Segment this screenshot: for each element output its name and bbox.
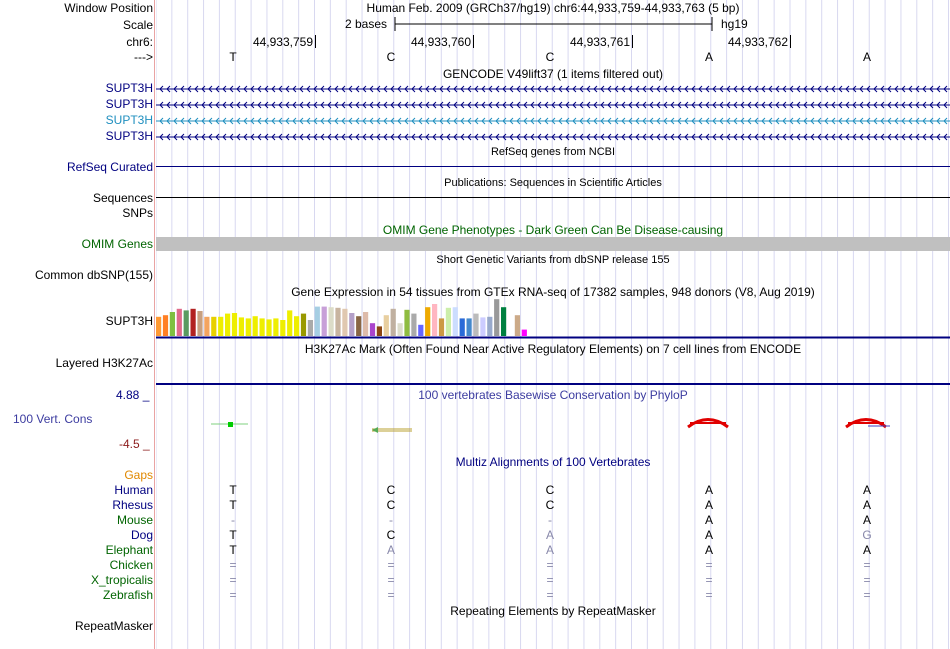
multiz-species-label[interactable]: Mouse <box>116 513 153 527</box>
repeatmasker-track-title[interactable]: Repeating Elements by RepeatMasker <box>450 604 656 618</box>
gencode-transcript[interactable] <box>156 132 950 142</box>
publications-track-line <box>156 197 950 198</box>
multiz-track-title[interactable]: Multiz Alignments of 100 Vertebrates <box>455 455 651 469</box>
gtex-tissue-bar[interactable] <box>342 309 347 336</box>
gtex-tissue-bar[interactable] <box>522 330 527 336</box>
gtex-tissue-bar[interactable] <box>156 317 161 336</box>
gtex-tissue-bar[interactable] <box>273 318 278 336</box>
ruler-tick <box>632 35 633 48</box>
gtex-tissue-bar[interactable] <box>170 312 175 336</box>
gtex-tissue-bar[interactable] <box>266 319 271 336</box>
multiz-base: = <box>229 588 237 602</box>
multiz-base: G <box>862 528 872 542</box>
scale-value: 2 bases <box>345 17 388 31</box>
gtex-tissue-bar[interactable] <box>301 314 306 336</box>
ruler-tick <box>473 35 474 48</box>
multiz-base: C <box>545 483 555 497</box>
omim-track-title[interactable]: OMIM Gene Phenotypes - Dark Green Can Be Disease-causing <box>382 223 724 237</box>
multiz-species-label[interactable]: X_tropicalis <box>90 573 153 587</box>
h3k27ac-track-line <box>156 383 950 385</box>
window-position-value[interactable]: Human Feb. 2009 (GRCh37/hg19) chr6:44,933,759-44,933,763 (5 bp) <box>366 1 740 15</box>
scale-label: Scale <box>122 18 153 32</box>
reference-base: A <box>704 50 713 64</box>
gtex-tissue-bar[interactable] <box>294 316 299 336</box>
gtex-tissue-bar[interactable] <box>494 299 499 336</box>
label-column-divider <box>154 0 155 649</box>
gtex-tissue-bar[interactable] <box>453 307 458 336</box>
gtex-tissue-bar[interactable] <box>184 310 189 336</box>
gtex-tissue-bar[interactable] <box>460 318 465 336</box>
scale-bar <box>394 16 714 32</box>
ruler-position: 44,933,759 <box>252 35 313 49</box>
gtex-tissue-bar[interactable] <box>335 308 340 336</box>
publications-track-label[interactable]: Sequences <box>92 191 153 205</box>
window-position-label: Window Position <box>64 1 153 15</box>
multiz-species-label[interactable]: Zebrafish <box>102 588 153 602</box>
gencode-item-label[interactable]: SUPT3H <box>105 81 153 95</box>
gtex-tissue-bar[interactable] <box>246 318 251 336</box>
multiz-base: C <box>386 498 396 512</box>
gtex-tissue-bar[interactable] <box>225 314 230 336</box>
gaps-label: Gaps <box>124 468 153 482</box>
gtex-tissue-bar[interactable] <box>163 315 168 336</box>
multiz-base: - <box>548 513 552 527</box>
multiz-species-label[interactable]: Human <box>114 483 153 497</box>
gtex-tissue-bar[interactable] <box>398 323 403 336</box>
multiz-base: = <box>863 573 871 587</box>
refseq-track-label[interactable]: RefSeq Curated <box>66 160 153 174</box>
strand-label: ---> <box>134 50 153 64</box>
multiz-base: A <box>545 543 554 557</box>
ruler-position: 44,933,762 <box>727 35 788 49</box>
omim-track-bar[interactable] <box>156 237 950 251</box>
multiz-base: = <box>229 573 237 587</box>
gtex-tissue-bar[interactable] <box>480 317 485 336</box>
gencode-item-label[interactable]: SUPT3H <box>105 97 153 111</box>
gtex-tissue-bar[interactable] <box>204 317 209 336</box>
gtex-tissue-bar[interactable] <box>287 310 292 336</box>
gtex-tissue-bar[interactable] <box>349 313 354 336</box>
multiz-base: A <box>704 483 713 497</box>
multiz-base: C <box>386 483 396 497</box>
gtex-tissue-bar[interactable] <box>432 304 437 336</box>
ruler-position: 44,933,760 <box>410 35 471 49</box>
reference-base: T <box>229 50 237 64</box>
gtex-expression-chart[interactable] <box>156 299 950 339</box>
multiz-base: A <box>704 543 713 557</box>
gtex-tissue-bar[interactable] <box>446 308 451 336</box>
multiz-base: T <box>229 498 237 512</box>
multiz-base: C <box>386 528 396 542</box>
gtex-tissue-bar[interactable] <box>363 312 368 336</box>
dbsnp-track-label[interactable]: Common dbSNP(155) <box>34 268 153 282</box>
multiz-base: = <box>546 588 554 602</box>
snps-label[interactable]: SNPs <box>122 206 153 220</box>
reference-base: C <box>545 50 555 64</box>
multiz-base: T <box>229 543 237 557</box>
multiz-base: = <box>705 573 713 587</box>
multiz-base: C <box>545 498 555 512</box>
multiz-base: = <box>387 558 395 572</box>
gencode-track-title[interactable]: GENCODE V49lift37 (1 items filtered out) <box>442 67 664 81</box>
ruler-tick <box>315 35 316 48</box>
gtex-tissue-bar[interactable] <box>418 325 423 336</box>
multiz-base: T <box>229 528 237 542</box>
multiz-base: = <box>229 558 237 572</box>
multiz-base: A <box>862 543 871 557</box>
phylop-track-title[interactable]: 100 vertebrates Basewise Conservation by PhyloP <box>418 388 688 402</box>
multiz-base: A <box>704 528 713 542</box>
multiz-species-label[interactable]: Rhesus <box>112 498 153 512</box>
gtex-tissue-bar[interactable] <box>377 326 382 336</box>
multiz-base: A <box>862 498 871 512</box>
gtex-tissue-bar[interactable] <box>384 315 389 336</box>
gtex-tissue-bar[interactable] <box>467 318 472 336</box>
gtex-tissue-bar[interactable] <box>515 315 520 336</box>
gtex-tissue-bar[interactable] <box>197 311 202 336</box>
gtex-tissue-bar[interactable] <box>391 309 396 336</box>
multiz-base: A <box>862 513 871 527</box>
h3k27ac-track-title[interactable]: H3K27Ac Mark (Often Found Near Active Regulatory Elements) on 7 cell lines from ENCODE <box>304 342 802 356</box>
multiz-base: A <box>862 483 871 497</box>
phylop-max-label: 4.88 _ <box>116 388 150 402</box>
gtex-tissue-bar[interactable] <box>253 316 258 336</box>
ruler-position: 44,933,761 <box>569 35 630 49</box>
multiz-base: - <box>389 513 393 527</box>
gtex-tissue-bar[interactable] <box>280 320 285 336</box>
refseq-track-line <box>156 166 950 167</box>
multiz-species-label[interactable]: Dog <box>130 528 153 542</box>
gtex-tissue-bar[interactable] <box>260 318 265 336</box>
publications-track-title[interactable]: Publications: Sequences in Scientific Articles <box>444 177 662 189</box>
gtex-tissue-bar[interactable] <box>404 310 409 336</box>
multiz-base: T <box>229 483 237 497</box>
scale-assembly: hg19 <box>721 17 748 31</box>
phylop-plot[interactable] <box>156 410 950 436</box>
gtex-tissue-bar[interactable] <box>356 316 361 336</box>
gtex-tissue-bar[interactable] <box>177 309 182 336</box>
multiz-base: A <box>704 498 713 512</box>
gtex-tissue-bar[interactable] <box>439 318 444 336</box>
gtex-tissue-bar[interactable] <box>315 307 320 336</box>
gtex-tissue-bar[interactable] <box>508 310 513 336</box>
chrom-label: chr6: <box>126 35 153 49</box>
multiz-base: = <box>705 588 713 602</box>
gencode-transcript[interactable] <box>156 116 950 126</box>
gtex-tissue-bar[interactable] <box>308 320 313 336</box>
reference-base: C <box>386 50 396 64</box>
phylop-min-label: -4.5 _ <box>119 437 150 451</box>
gtex-tissue-bar[interactable] <box>501 307 506 336</box>
gencode-transcript[interactable] <box>156 84 950 94</box>
reference-base: A <box>862 50 871 64</box>
gtex-tissue-bar[interactable] <box>218 317 223 336</box>
repeatmasker-track-label[interactable]: RepeatMasker <box>74 619 153 633</box>
gtex-tissue-bar[interactable] <box>322 307 327 336</box>
multiz-base: A <box>545 528 554 542</box>
gtex-tissue-bar[interactable] <box>425 307 430 336</box>
gtex-tissue-bar[interactable] <box>211 317 216 336</box>
multiz-base: = <box>387 573 395 587</box>
multiz-base: = <box>546 558 554 572</box>
gtex-tissue-bar[interactable] <box>239 317 244 336</box>
gtex-track-title[interactable]: Gene Expression in 54 tissues from GTEx RNA-seq of 17382 samples, 948 donors (V8, Aug 2019) <box>291 285 815 299</box>
multiz-species-label[interactable]: Elephant <box>105 543 153 557</box>
gtex-tissue-bar[interactable] <box>191 309 196 336</box>
ruler-tick <box>790 35 791 48</box>
gtex-tissue-bar[interactable] <box>370 323 375 336</box>
dbsnp-track-title[interactable]: Short Genetic Variants from dbSNP release 155 <box>436 254 670 266</box>
gencode-item-label[interactable]: SUPT3H <box>105 113 153 127</box>
multiz-base: A <box>386 543 395 557</box>
gtex-track-label[interactable]: SUPT3H <box>105 314 153 328</box>
multiz-base: = <box>546 573 554 587</box>
gtex-tissue-bar[interactable] <box>487 317 492 336</box>
multiz-base: A <box>704 513 713 527</box>
phylop-track-label[interactable]: 100 Vert. Cons <box>13 412 93 426</box>
gencode-item-label[interactable]: SUPT3H <box>105 129 153 143</box>
gencode-transcript[interactable] <box>156 100 950 110</box>
gtex-tissue-bar[interactable] <box>232 313 237 336</box>
multiz-base: = <box>863 588 871 602</box>
multiz-base: = <box>387 588 395 602</box>
multiz-species-label[interactable]: Chicken <box>109 558 153 572</box>
gtex-tissue-bar[interactable] <box>411 314 416 336</box>
gtex-tissue-bar[interactable] <box>473 314 478 336</box>
multiz-base: - <box>231 513 235 527</box>
gtex-tissue-bar[interactable] <box>329 307 334 336</box>
omim-track-label[interactable]: OMIM Genes <box>81 237 153 251</box>
h3k27ac-track-label[interactable]: Layered H3K27Ac <box>55 356 153 370</box>
multiz-base: = <box>863 558 871 572</box>
multiz-base: = <box>705 558 713 572</box>
refseq-track-title[interactable]: RefSeq genes from NCBI <box>490 146 616 158</box>
